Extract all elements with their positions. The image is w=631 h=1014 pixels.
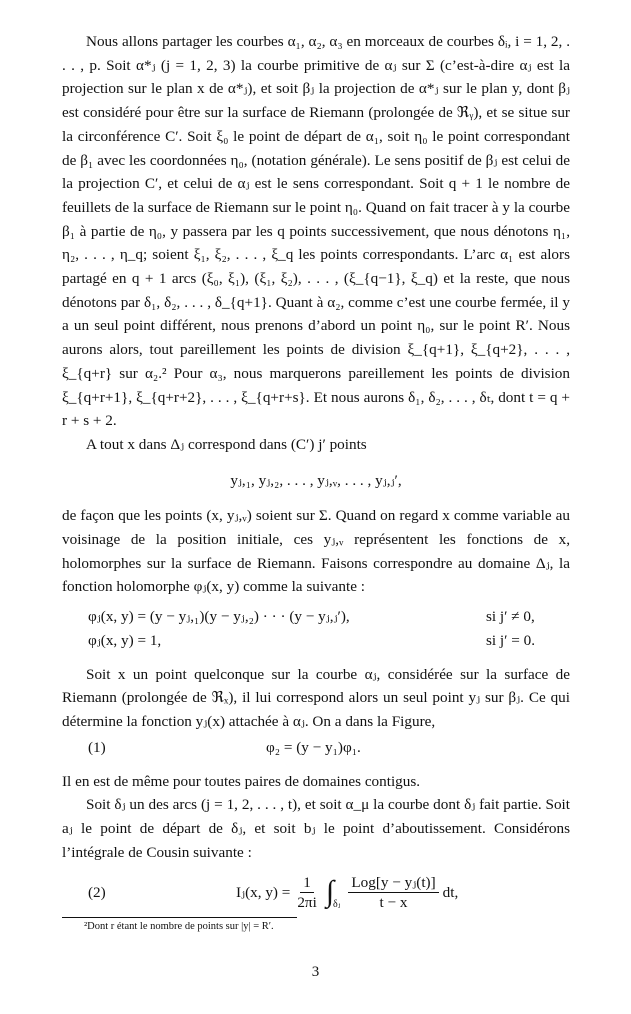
integral-differential: dt, (442, 883, 459, 901)
paragraph-partition: Nous allons partager les courbes α₁, α₂, α₃ en morceaux de courbes δᵢ, i = 1, 2, . . . , p. Soit α*ⱼ (j = 1, 2, 3) la courbe primitive de αⱼ sur Σ (c’est-à-dire αⱼ est la projection sur le plan x de α*ⱼ), et soit βⱼ la projection de α*ⱼ sur le plan y, dont βⱼ est considéré pour être sur la surface de Riemann (prolongée de ℜᵧ), et se situe sur la circonférence C′. Soit ξ₀ le point de départ de α₁, soit η₀ le point correspondant de β₁ avec les coordonnées η₀, (notation générale). Le sens positif de βⱼ est celui de la projection C′, et celui de αⱼ est le sens correspondant. Soit q + 1 le nombre de feuillets de la surface de Riemann sur le point η₀. Quand on fait tracer à y la courbe β₁ à partie de η₀, y passera par les q points successivement, que nous dénotons η₁, η₂, . . . , η_q; soient ξ₁, ξ₂, . . . , ξ_q les points correspondants. L’arc α₁ est alors partagé en q + 1 arcs (ξ₀, ξ₁), (ξ₁, ξ₂), . . . , (ξ_{q−1}, ξ_q) et la reste, que nous dénotons par δ₁, δ₂, . . . , δ_{q+1}. Quant à α₂, comme c’est une courbe fermée, il y a un seul point différent, nous prenons d’abord un point η₀, sur le point R′. Nous aurons alors, tout pareillement les points de division ξ_{q+1}, ξ_{q+2}, . . . , ξ_{q+r} sur α₂.² Pour α₃, nous marquerons pareillement les points de division ξ_{q+r+1}, ξ_{q+r+2}, . . . , ξ_{q+r+s}. Et nous aurons δ₁, δ₂, . . . , δₜ, dont t = q + r + s + 2. (62, 33, 570, 430)
cousin-integral (198, 873, 458, 912)
phi-case-one-condition: si j′ = 0. (486, 631, 536, 649)
paragraph-correspondence: A tout x dans Δⱼ correspond dans (C′) j′ points (86, 435, 367, 453)
equation-1-label: (1) (88, 738, 106, 756)
phi-definition (62, 605, 570, 652)
fraction-prefactor-denominator: 2πi (297, 893, 317, 911)
footnote: ²Dont r étant le nombre de points sur |y| = R′. (84, 921, 274, 932)
phi-case-one: φⱼ(x, y) = 1, (88, 631, 162, 649)
body-text (62, 30, 570, 918)
equation-2 (62, 866, 570, 918)
footnote-rule (62, 917, 297, 918)
paragraph-arcs: Soit δⱼ un des arcs (j = 1, 2, . . . , t), et soit α_μ la courbe dont δⱼ fait partie. Soit aⱼ le point de départ de δⱼ, et soit bⱼ le point d’aboutissement. Considérons l’intégrale de Cousin suivante : (62, 796, 570, 861)
equation-1 (62, 736, 570, 764)
fraction-prefactor (294, 873, 319, 912)
integral-domain: δⱼ (333, 898, 341, 910)
page-number: 3 (311, 964, 320, 980)
phi-case-product: φⱼ(x, y) = (y − yⱼ,₁)(y − yⱼ,₂) · · · (y − yⱼ,ⱼ′), (88, 608, 350, 626)
integrand-numerator: Log[y − yⱼ(t)] (348, 873, 438, 893)
paragraph-contiguous: Il en est de même pour toutes paires de domaines contigus. (62, 772, 421, 790)
integrand-denominator: t − x (379, 893, 408, 911)
paragraph-holomorphic: de façon que les points (x, yⱼ,ᵥ) soient sur Σ. Quand on regard x comme variable au voisinage de la position initiale, ces yⱼ,ᵥ représentent les fonctions de x, holomorphes sur la surface de Riemann. Faisons correspondre au domaine Δⱼ, la fonction holomorphe φⱼ(x, y) comme la suivante : (62, 507, 570, 596)
equation-2-label: (2) (88, 883, 106, 901)
equation-1-body: φ₂ = (y − y₁)φ₁. (266, 738, 361, 756)
fraction-prefactor-numerator: 1 (300, 873, 314, 893)
integral-lhs: Iⱼ(x, y) = (236, 883, 291, 901)
points-list: yⱼ,₁, yⱼ,₂, . . . , yⱼ,ᵥ, . . . , yⱼ,ⱼ′, (230, 471, 402, 489)
integral-sign: ∫ (325, 875, 335, 909)
phi-case-product-condition: si j′ ≠ 0, (486, 608, 535, 626)
fraction-integrand (348, 873, 438, 912)
paragraph-curve-point: Soit x un point quelconque sur la courbe αⱼ, considérée sur la surface de Riemann (prolongée de ℜₓ), il lui correspond alors un seul point yⱼ sur βⱼ. Ce qui détermine la fonction yⱼ(x) attachée à αⱼ. On a dans la Figure, (62, 665, 570, 730)
